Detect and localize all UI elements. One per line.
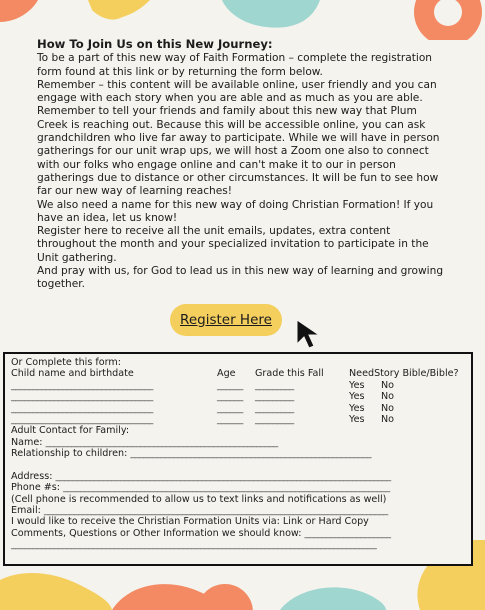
register-here-button[interactable]: Register Here <box>170 304 282 336</box>
register-area <box>170 304 282 336</box>
yes-option[interactable]: Yes <box>349 379 365 391</box>
header-age: Age <box>217 368 236 380</box>
journey-section <box>37 38 447 292</box>
yellow-star-top <box>88 0 150 20</box>
child-row <box>11 403 465 414</box>
registration-form <box>3 352 473 566</box>
section-heading: How To Join Us on this New Journey: <box>37 37 273 51</box>
relationship-label: Relationship to children: <box>11 448 131 460</box>
yes-option[interactable]: Yes <box>349 402 365 414</box>
child-name-field[interactable]: _________________________________ <box>11 413 153 425</box>
paragraph-join: To be a part of this new way of Faith Formation – complete the registration form found at this link or by returning the form below. <box>37 52 433 78</box>
paragraph-register: Register here to receive all the unit emails, updates, extra content throughout the month and your specialized invitation to participate in the Unit gathering. <box>37 225 429 264</box>
no-option[interactable]: No <box>381 413 395 425</box>
paragraph-online: Remember – this content will be available online, user friendly and you can engage with each story when you are able and as much as you are able. <box>37 78 437 105</box>
age-field[interactable]: ______ <box>217 379 243 391</box>
age-field[interactable]: ______ <box>217 402 243 414</box>
comments-label: Comments, Questions or Other Information we should know: <box>11 527 305 539</box>
teal-blob-bottom <box>280 587 386 610</box>
address-field[interactable]: ______________________________________________________________________________ <box>55 470 391 482</box>
comments-field[interactable]: ____________________ <box>304 527 391 539</box>
phone-field[interactable]: ____________________________________________________________________________ <box>63 482 390 494</box>
child-row <box>11 414 465 425</box>
age-field[interactable]: ______ <box>217 391 243 403</box>
yes-option[interactable]: Yes <box>349 413 365 425</box>
header-grade: Grade this Fall <box>255 368 324 380</box>
comments-row <box>11 528 465 539</box>
paragraph-pray: And pray with us, for God to lead us in this new way of learning and growing together. <box>37 265 444 291</box>
name-row <box>11 437 465 448</box>
no-option[interactable]: No <box>381 379 395 391</box>
relationship-field[interactable]: ________________________________________________________ <box>130 448 372 460</box>
receive-preference: I would like to receive the Christian Formation Units via: Link or Hard Copy <box>11 516 369 528</box>
email-row <box>11 505 465 516</box>
address-row <box>11 471 465 482</box>
teal-blob-top <box>222 0 320 28</box>
form-intro: Or Complete this form: <box>11 357 121 368</box>
child-name-field[interactable]: _________________________________ <box>11 379 153 391</box>
cursor-arrow-icon <box>295 318 323 350</box>
header-need-bible: NeedStory Bible/Bible? <box>349 368 459 380</box>
name-label: Name: <box>11 436 46 448</box>
coral-target-bottom <box>197 584 253 610</box>
email-field[interactable]: ________________________________________________________________________________ <box>43 505 388 517</box>
cell-note: (Cell phone is recommended to allow us to text links and notifications as well) <box>11 493 387 505</box>
paragraph-tell-friends: Remember to tell your friends and family about this new way that Plum Creek is reaching out. Because this will be accessible online, you can ask grandchildren who live far away to participate. While we will have in person gatherings for our unit wrap ups, we will host a Zoom one also to connect with our folks who engage online and can't make it to our in person gatherings due to distance or other circumstances. It will be fun to see how far our new way of learning reaches! <box>37 105 440 198</box>
name-field[interactable]: ______________________________________________________ <box>45 436 278 448</box>
child-row <box>11 391 465 402</box>
form-header-row <box>11 368 465 379</box>
grade-field[interactable]: _________ <box>255 379 294 391</box>
yes-option[interactable]: Yes <box>349 391 365 403</box>
coral-blob-left <box>0 0 38 22</box>
child-name-field[interactable]: _________________________________ <box>11 402 153 414</box>
yellow-blob-bottom-left <box>0 573 112 610</box>
paragraph-name-idea: We also need a name for this new way of doing Christian Formation! If you have an idea, let us know! <box>37 198 434 224</box>
header-child: Child name and birthdate <box>11 368 134 380</box>
child-name-field[interactable]: _________________________________ <box>11 391 153 403</box>
phone-label: Phone #s: <box>11 482 64 494</box>
top-decoration <box>0 0 485 40</box>
spacer <box>11 460 465 471</box>
phone-row <box>11 482 465 493</box>
grade-field[interactable]: _________ <box>255 413 294 425</box>
address-label: Address: <box>11 470 56 482</box>
child-row <box>11 380 465 391</box>
relationship-row <box>11 448 465 459</box>
email-label: Email: <box>11 505 44 517</box>
no-option[interactable]: No <box>381 391 395 403</box>
adult-contact-label: Adult Contact for Family: <box>11 425 130 437</box>
grade-field[interactable]: _________ <box>255 391 294 403</box>
comments-extra-line[interactable]: _____________________________________________________________________________________ <box>11 539 377 551</box>
grade-field[interactable]: _________ <box>255 402 294 414</box>
age-field[interactable]: ______ <box>217 413 243 425</box>
no-option[interactable]: No <box>381 402 395 414</box>
